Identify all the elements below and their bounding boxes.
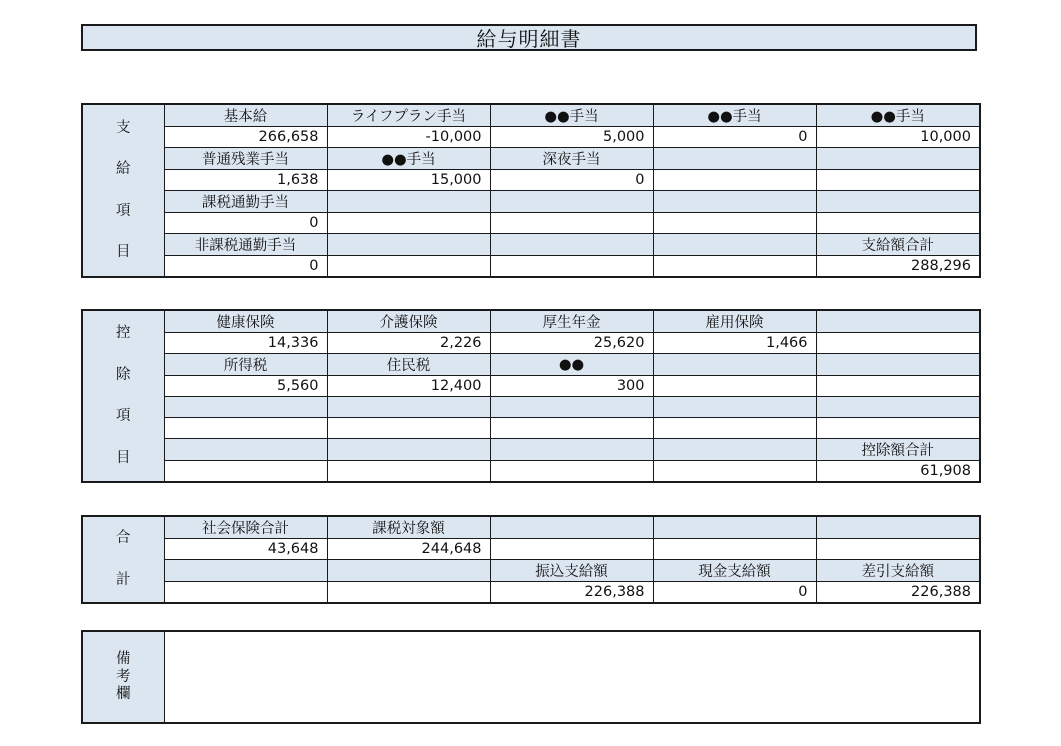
deduction-item-label: [816, 310, 980, 333]
total-item-value[interactable]: [816, 539, 980, 560]
deduction-side-char: 目: [116, 449, 131, 466]
memo-side-label: [82, 631, 164, 723]
deduction-side-label: [82, 310, 164, 482]
deduction-item-label: [816, 397, 980, 418]
payment-item-label: [490, 191, 653, 213]
total-item-label: [490, 516, 653, 539]
totals-section: [81, 515, 981, 604]
payment-item-value[interactable]: [490, 256, 653, 277]
deduction-item-value[interactable]: 25,620: [490, 333, 653, 354]
total-item-label: [653, 516, 816, 539]
total-item-label: 課税対象額: [327, 516, 490, 539]
deduction-item-value[interactable]: 1,466: [653, 333, 816, 354]
total-item-value[interactable]: 0: [653, 582, 816, 603]
payment-item-label: [490, 234, 653, 256]
title-text: 給与明細書: [476, 27, 582, 51]
deduction-item-label: [490, 439, 653, 461]
payment-item-value[interactable]: 1,638: [164, 170, 327, 191]
payment-item-value[interactable]: 5,000: [490, 127, 653, 148]
payment-item-value[interactable]: 266,658: [164, 127, 327, 148]
payment-row: [82, 234, 980, 256]
memo-side-char: 考: [116, 668, 131, 685]
deduction-row: [82, 376, 980, 397]
deduction-item-label: [327, 439, 490, 461]
deduction-item-label: 所得税: [164, 354, 327, 376]
payment-item-label: [327, 191, 490, 213]
total-side-char: 合: [116, 530, 131, 547]
payment-row: [82, 170, 980, 191]
total-item-label: [327, 560, 490, 582]
deduction-item-value[interactable]: [490, 461, 653, 482]
payment-row: [82, 104, 980, 127]
deduction-item-value[interactable]: [816, 418, 980, 439]
deduction-item-value[interactable]: 2,226: [327, 333, 490, 354]
deduction-side-char: 除: [116, 366, 131, 383]
deduction-item-value[interactable]: [164, 418, 327, 439]
payment-item-label: 普通残業手当: [164, 148, 327, 170]
deduction-row: [82, 418, 980, 439]
payment-item-label: [327, 234, 490, 256]
deduction-item-value[interactable]: 12,400: [327, 376, 490, 397]
payment-item-value[interactable]: [653, 170, 816, 191]
deduction-item-value[interactable]: 5,560: [164, 376, 327, 397]
deduction-item-value[interactable]: [164, 461, 327, 482]
payment-row: [82, 191, 980, 213]
deduction-item-label: [653, 397, 816, 418]
payment-section: [81, 103, 981, 278]
payment-item-value[interactable]: [327, 256, 490, 277]
total-row: [82, 539, 980, 560]
payment-side-char: 給: [116, 161, 131, 178]
total-item-label: 振込支給額: [490, 560, 653, 582]
deduction-item-value[interactable]: 14,336: [164, 333, 327, 354]
total-row: [82, 582, 980, 603]
deduction-item-value[interactable]: [816, 333, 980, 354]
deduction-row: [82, 333, 980, 354]
total-item-label: [816, 516, 980, 539]
total-side-label: [82, 516, 164, 603]
payment-row: [82, 256, 980, 277]
payment-item-value[interactable]: [653, 256, 816, 277]
payment-item-value[interactable]: [653, 213, 816, 234]
total-item-value[interactable]: [164, 582, 327, 603]
payment-item-label: ●●手当: [327, 148, 490, 170]
payment-item-value[interactable]: [816, 170, 980, 191]
payment-item-label: 基本給: [164, 104, 327, 127]
payment-item-label: ●●手当: [816, 104, 980, 127]
payment-item-label: [653, 148, 816, 170]
total-item-value[interactable]: 244,648: [327, 539, 490, 560]
deduction-item-label: [653, 439, 816, 461]
payment-item-label: 支給額合計: [816, 234, 980, 256]
deduction-item-label: 厚生年金: [490, 310, 653, 333]
payment-item-value[interactable]: 0: [164, 213, 327, 234]
total-item-value[interactable]: 226,388: [816, 582, 980, 603]
total-item-value[interactable]: 43,648: [164, 539, 327, 560]
deduction-item-value[interactable]: [816, 376, 980, 397]
payment-item-label: ●●手当: [490, 104, 653, 127]
payment-item-value[interactable]: 0: [164, 256, 327, 277]
payment-item-value[interactable]: 15,000: [327, 170, 490, 191]
total-item-label: 差引支給額: [816, 560, 980, 582]
payment-item-value[interactable]: 0: [490, 170, 653, 191]
total-item-value[interactable]: [653, 539, 816, 560]
payment-item-label: [816, 191, 980, 213]
payment-row: [82, 213, 980, 234]
deduction-item-value[interactable]: 300: [490, 376, 653, 397]
payment-side-char: 目: [116, 244, 131, 261]
deduction-item-label: [490, 397, 653, 418]
payment-item-value[interactable]: [327, 213, 490, 234]
deduction-item-value[interactable]: [653, 418, 816, 439]
deduction-item-value[interactable]: 61,908: [816, 461, 980, 482]
deduction-item-label: 健康保険: [164, 310, 327, 333]
deduction-item-label: 介護保険: [327, 310, 490, 333]
deduction-item-label: [653, 354, 816, 376]
total-item-value[interactable]: [327, 582, 490, 603]
total-item-value[interactable]: 226,388: [490, 582, 653, 603]
payment-item-label: 課税通勤手当: [164, 191, 327, 213]
memo-body[interactable]: [164, 631, 980, 723]
deduction-item-value[interactable]: [327, 461, 490, 482]
deduction-item-value[interactable]: [327, 418, 490, 439]
deduction-item-label: 控除額合計: [816, 439, 980, 461]
memo-side-char: 備: [116, 651, 131, 668]
payment-item-label: [653, 191, 816, 213]
deduction-row: [82, 354, 980, 376]
deduction-item-label: 住民税: [327, 354, 490, 376]
page-title: [81, 24, 977, 51]
payment-item-value[interactable]: [816, 213, 980, 234]
payment-item-label: [816, 148, 980, 170]
deduction-side-char: 控: [116, 325, 131, 342]
deduction-row: [82, 397, 980, 418]
payment-item-label: 非課税通勤手当: [164, 234, 327, 256]
total-item-label: [164, 560, 327, 582]
total-row: [82, 560, 980, 582]
deduction-section: [81, 309, 981, 483]
payment-item-label: ●●手当: [653, 104, 816, 127]
payment-side-label: [82, 104, 164, 277]
deduction-row: [82, 461, 980, 482]
deduction-item-label: [327, 397, 490, 418]
deduction-item-label: ●●: [490, 354, 653, 376]
payment-item-value[interactable]: 10,000: [816, 127, 980, 148]
deduction-item-label: [816, 354, 980, 376]
payment-side-char: 支: [116, 119, 131, 136]
payment-item-label: [653, 234, 816, 256]
total-item-label: 社会保険合計: [164, 516, 327, 539]
payment-row: [82, 148, 980, 170]
deduction-side-char: 項: [116, 408, 131, 425]
total-row: [82, 516, 980, 539]
deduction-item-label: [164, 397, 327, 418]
memo-side-char: 欄: [116, 686, 131, 703]
payment-item-value[interactable]: -10,000: [327, 127, 490, 148]
payment-item-value[interactable]: 288,296: [816, 256, 980, 277]
total-item-label: 現金支給額: [653, 560, 816, 582]
payment-item-label: 深夜手当: [490, 148, 653, 170]
payment-row: [82, 127, 980, 148]
payment-item-value[interactable]: 0: [653, 127, 816, 148]
deduction-row: [82, 439, 980, 461]
deduction-row: [82, 310, 980, 333]
memo-section: [81, 630, 981, 724]
deduction-item-label: [164, 439, 327, 461]
deduction-item-value[interactable]: [490, 418, 653, 439]
total-side-char: 計: [116, 571, 131, 588]
total-item-value[interactable]: [490, 539, 653, 560]
deduction-item-label: 雇用保険: [653, 310, 816, 333]
deduction-item-value[interactable]: [653, 376, 816, 397]
payment-side-char: 項: [116, 202, 131, 219]
payment-item-value[interactable]: [490, 213, 653, 234]
deduction-item-value[interactable]: [653, 461, 816, 482]
payment-item-label: ライフプラン手当: [327, 104, 490, 127]
